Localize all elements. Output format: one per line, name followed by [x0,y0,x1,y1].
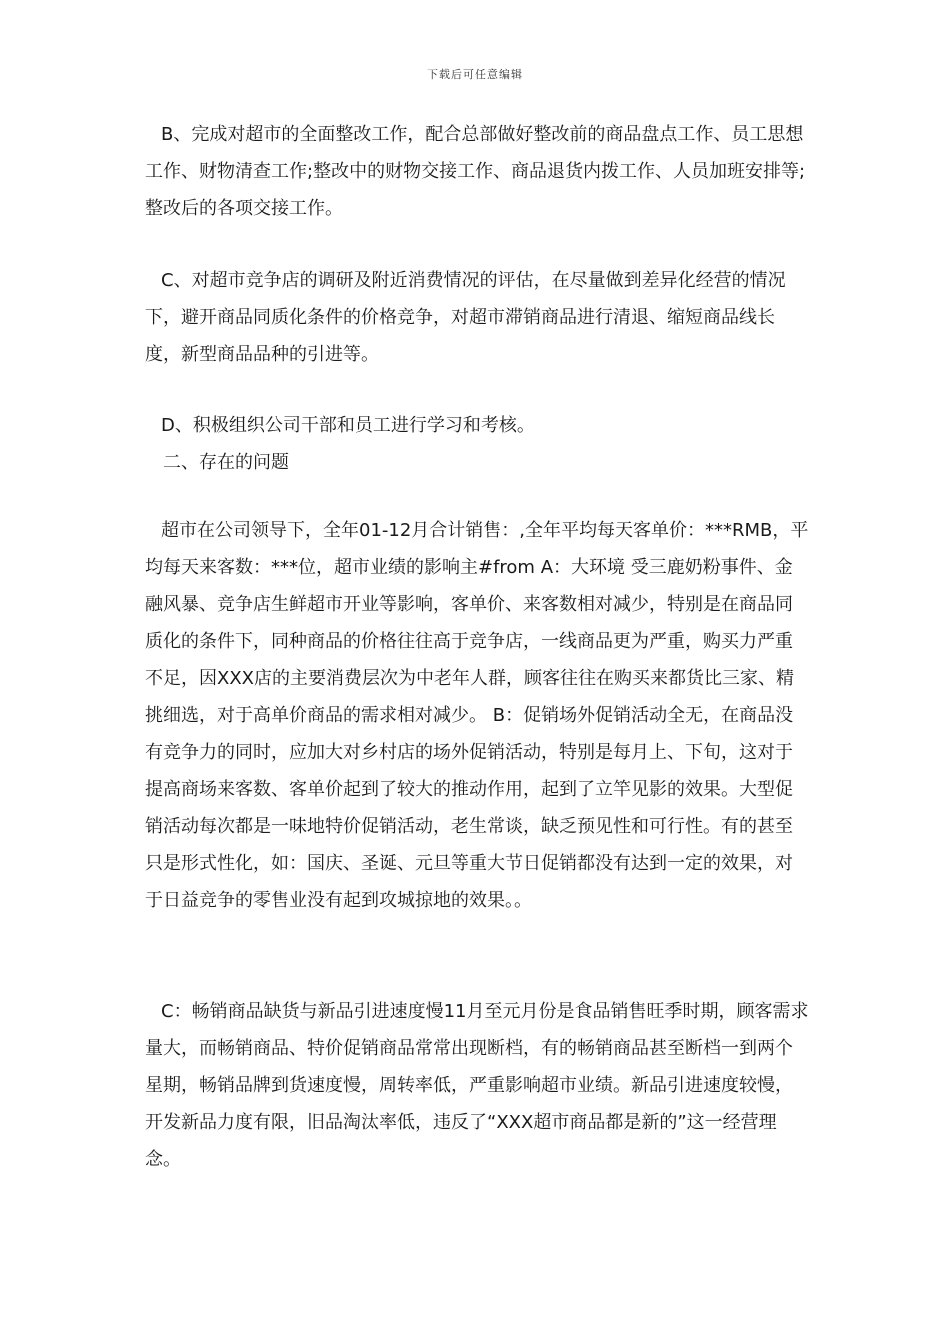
paragraph-d: D、积极组织公司干部和员工进行学习和考核。 [161,415,535,436]
paragraph-problems-main: 超市在公司领导下，全年01-12月合计销售：,全年平均每天客单价：***RMB，平均每天来客数：***位，超市业绩的影响主#from A：大环境 受三鹿奶粉事件、金融风暴、竞争店生鲜超市开业等影响，客单价、来客数相对减少，特别是在商品同质化的条件下，同种商品的价格往往高于竞争店，一线商品更为严重，购买力严重不足，因XXX店的主要消费层次为中老年人群，顾客往往在购买来都货比三家、精挑细选，对于高单价商品的需求相对减少。 B：促销场外促销活动全无，在商品没有竞争力的同时，应加大对乡村店的场外促销活动，特别是每月上、下旬，这对于提高商场来客数、客单价起到了较大的推动作用，起到了立竿见影的效果。大型促销活动每次都是一味地特价促销活动，老生常谈，缺乏预见性和可行性。有的甚至只是形式性化，如：国庆、圣诞、元旦等重大节日促销都没有达到一定的效果，对于日益竞争的零售业没有起到攻城掠地的效果。。 [145,520,809,911]
section-heading: 二、存在的问题 [163,452,289,473]
header-note: 下载后可任意编辑 [427,68,523,81]
paragraph-problems-c: C：畅销商品缺货与新品引进速度慢11月至元月份是食品销售旺季时期，顾客需求量大，而畅销商品、特价促销商品常常出现断档，有的畅销商品甚至断档一到两个星期，畅销品牌到货速度慢，周转率低，严重影响超市业绩。新品引进速度较慢，开发新品力度有限，旧品淘汰率低，违反了“XXX超市商品都是新的”这一经营理念。 [145,1001,809,1170]
paragraph-b: B、完成对超市的全面整改工作，配合总部做好整改前的商品盘点工作、员工思想工作、财物清查工作;整改中的财物交接工作、商品退货内拨工作、人员加班安排等;整改后的各项交接工作。 [145,124,806,219]
paragraph-c: C、对超市竞争店的调研及附近消费情况的评估，在尽量做到差异化经营的情况下，避开商品同质化条件的价格竞争，对超市滞销商品进行清退、缩短商品线长度，新型商品品种的引进等。 [145,270,786,365]
